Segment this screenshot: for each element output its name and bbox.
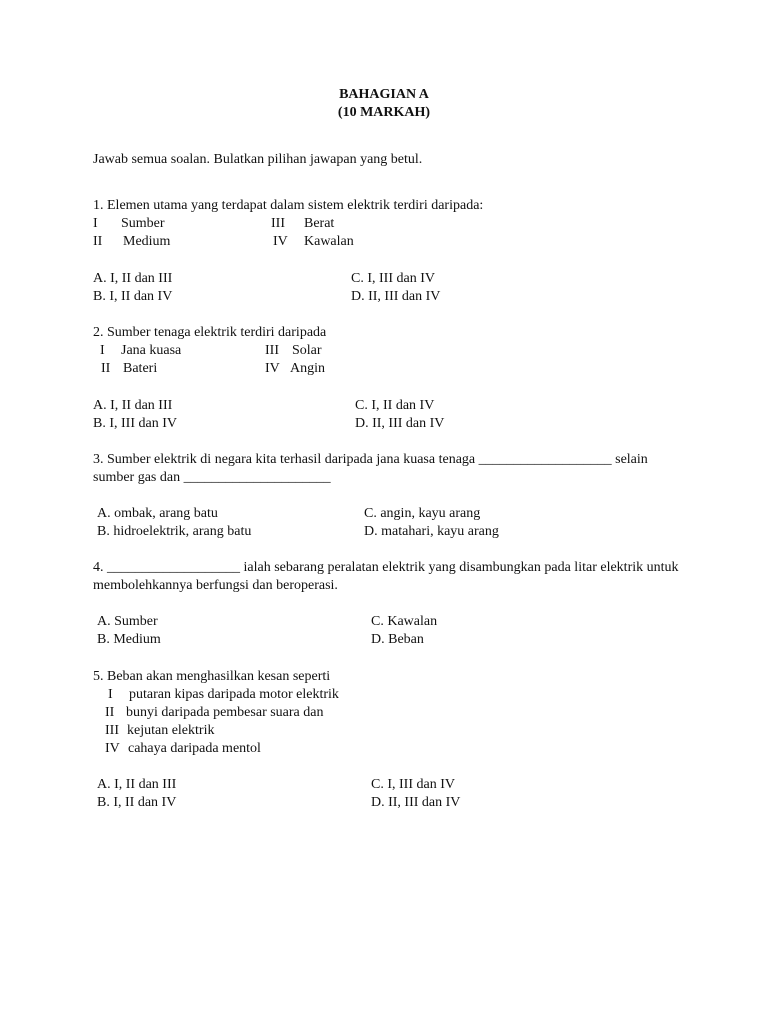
q1-option-b[interactable]: B. I, II dan IV bbox=[93, 289, 173, 304]
q5-item-num: I bbox=[108, 687, 113, 702]
q2-option-a[interactable]: A. I, II dan III bbox=[93, 398, 173, 413]
q2-item-num: II bbox=[101, 361, 111, 376]
q2-option-d[interactable]: D. II, III dan IV bbox=[355, 416, 445, 431]
q5-item-text: kejutan elektrik bbox=[127, 723, 215, 738]
q2-item-text: Angin bbox=[290, 361, 325, 376]
question-3-line-1: 3. Sumber elektrik di negara kita terhasil daripada jana kuasa tenaga ___________________ selain bbox=[93, 452, 648, 467]
q2-item-text: Bateri bbox=[123, 361, 158, 376]
q4-option-d[interactable]: D. Beban bbox=[371, 632, 424, 647]
q2-option-c[interactable]: C. I, II dan IV bbox=[355, 398, 435, 413]
q3-option-b[interactable]: B. hidroelektrik, arang batu bbox=[97, 524, 252, 539]
q2-item-text: Jana kuasa bbox=[121, 343, 182, 358]
section-title: BAHAGIAN A bbox=[339, 87, 429, 102]
q2-item-num: I bbox=[100, 343, 105, 358]
q1-item-text: Medium bbox=[123, 234, 171, 249]
question-1-text: 1. Elemen utama yang terdapat dalam sistem elektrik terdiri daripada: bbox=[93, 198, 484, 213]
q4-option-b[interactable]: B. Medium bbox=[97, 632, 161, 647]
question-2-text: 2. Sumber tenaga elektrik terdiri daripada bbox=[93, 325, 327, 340]
q1-item-num: II bbox=[93, 234, 103, 249]
q5-option-b[interactable]: B. I, II dan IV bbox=[97, 795, 177, 810]
q5-item-text: putaran kipas daripada motor elektrik bbox=[129, 687, 339, 702]
q1-item-text: Berat bbox=[304, 216, 335, 231]
q2-item-num: IV bbox=[265, 361, 280, 376]
q5-option-c[interactable]: C. I, III dan IV bbox=[371, 777, 455, 792]
q2-item-text: Solar bbox=[292, 343, 322, 358]
question-4-line-1: 4. ___________________ ialah sebarang peralatan elektrik yang disambungkan pada litar elektrik untuk bbox=[93, 560, 679, 575]
question-5-text: 5. Beban akan menghasilkan kesan seperti bbox=[93, 669, 331, 684]
instruction-text: Jawab semua soalan. Bulatkan pilihan jawapan yang betul. bbox=[93, 152, 423, 167]
section-marks: (10 MARKAH) bbox=[337, 105, 431, 120]
q1-option-c[interactable]: C. I, III dan IV bbox=[351, 271, 435, 286]
q1-item-num: I bbox=[93, 216, 98, 231]
q3-option-a[interactable]: A. ombak, arang batu bbox=[97, 506, 218, 521]
q2-option-b[interactable]: B. I, III dan IV bbox=[93, 416, 177, 431]
q5-item-text: cahaya daripada mentol bbox=[128, 741, 261, 756]
q1-option-d[interactable]: D. II, III dan IV bbox=[351, 289, 441, 304]
q5-option-d[interactable]: D. II, III dan IV bbox=[371, 795, 461, 810]
q5-option-a[interactable]: A. I, II dan III bbox=[97, 777, 177, 792]
question-4-line-2: membolehkannya berfungsi dan beroperasi. bbox=[93, 578, 338, 593]
q1-item-text: Kawalan bbox=[304, 234, 354, 249]
q5-item-num: II bbox=[105, 705, 115, 720]
q1-item-num: III bbox=[271, 216, 285, 231]
q5-item-text: bunyi daripada pembesar suara dan bbox=[126, 705, 324, 720]
q5-item-num: III bbox=[105, 723, 119, 738]
q1-item-text: Sumber bbox=[121, 216, 165, 231]
q3-option-c[interactable]: C. angin, kayu arang bbox=[364, 506, 481, 521]
q5-item-num: IV bbox=[105, 741, 120, 756]
q3-option-d[interactable]: D. matahari, kayu arang bbox=[364, 524, 499, 539]
q1-option-a[interactable]: A. I, II dan III bbox=[93, 271, 173, 286]
q1-item-num: IV bbox=[273, 234, 288, 249]
q4-option-c[interactable]: C. Kawalan bbox=[371, 614, 438, 629]
q2-item-num: III bbox=[265, 343, 279, 358]
question-3-line-2: sumber gas dan _____________________ bbox=[93, 470, 331, 485]
q4-option-a[interactable]: A. Sumber bbox=[97, 614, 158, 629]
section-header bbox=[0, 86, 768, 122]
